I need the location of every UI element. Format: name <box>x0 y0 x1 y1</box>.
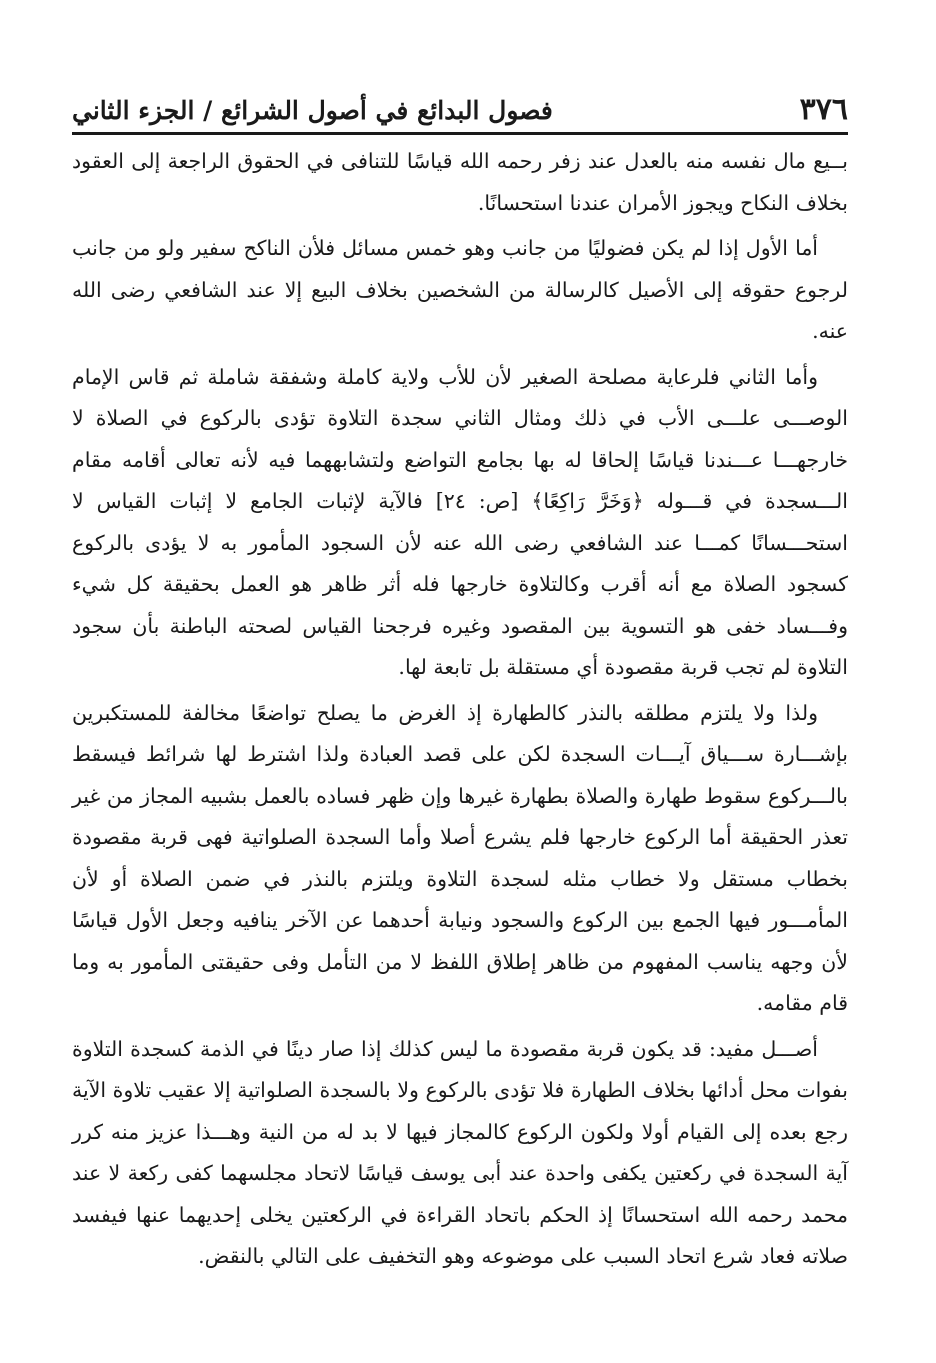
paragraph-second-case: وأما الثاني فلرعاية مصلحة الصغير لأن للأب ولاية كاملة وشفقة شاملة ثم قاس الإمام الوصـــى علـــى الأب في ذلك ومثال الثاني سجدة التلاوة تؤدى بالركوع في الصلاة لا خارجهـــا عـــندنا قياسًا إلحاقا له بها بجامع التواضع ولتشابههما فيه لأنه تعالى أقامه مقام الـــسجدة في قـــوله ﴿وَخَرَّ رَاكِعًا﴾ [ص: ٢٤] فالآية لإثبات الجامع لا إثبات القياس لا استحـــسانًا كمـــا عند الشافعي رضى الله عنه لأن السجود المأمور به لا يؤدى بالركوع كسجود الصلاة مع أنه أقرب وكالتلاوة خارجها فله أثر ظاهر هو العمل بحقيقة كل شيء وفـــساد خفى هو التسوية بين المقصود وغيره فرجحنا القياس لصحته الباطنة بأن سجود التلاوة لم تجب قربة مقصودة أي مستقلة بل تابعة لها. <box>72 364 848 679</box>
running-header <box>72 70 848 135</box>
paragraph-continuation: بــيع مال نفسه منه بالعدل عند زفر رحمه الله قياسًا للتنافى في الحقوق الراجعة إلى العقود بخلاف النكاح ويجوز الأمران عندنا استحسانًا. <box>72 149 848 215</box>
running-title: فصول البدائع في أصول الشرائع / الجزء الثاني <box>72 96 553 125</box>
paragraph-first-case: أما الأول إذا لم يكن فضوليًا من جانب وهو خمس مسائل فلأن الناكح سفير ولو من جانب لرجوع حقوقه إلى الأصيل كالرسالة من الشخصين بخلاف البيع إلا عند الشافعي رضى الله عنه. <box>72 236 848 343</box>
book-page <box>72 70 848 1278</box>
paragraph-useful-principle: أصـــل مفيد: قد يكون قربة مقصودة ما ليس كذلك إذا صار دينًا في الذمة كسجدة التلاوة بفوات محل أدائها بخلاف الطهارة فلا تؤدى بالركوع ولا بالسجدة الصلواتية إلا عقيب تلاوة الآية رجع بعده إلى القيام أولا ولكون الركوع كالمجاز فيها لا بد له من النية وهـــذا عزيز منه كرر آية السجدة في ركعتين يكفى واحدة عند أبى يوسف قياسًا لاتحاد مجلسهما كفى ركعة لا عند محمد رحمه الله استحسانًا إذ الحكم باتحاد القراءة في الركعتين يخلى إحديهما عنها فيفسد صلاته فعاد شرع اتحاد السبب على موضوعه وهو التخفيف على التالي بالنقض. <box>72 1036 848 1268</box>
page-number: ٣٧٦ <box>799 92 848 127</box>
paragraph-nadhr: ولذا ولا يلتزم مطلقه بالنذر كالطهارة إذ الغرض ما يصلح تواضعًا مخالفة للمستكبرين بإشـــارة ســـياق آيـــات السجدة لكن على قصد العبادة ولذا اشترط لها شرائط فيسقط بالـــركوع سقوط طهارة والصلاة بطهارة غيرها وإن ظهر فساده بالعمل بشبيه المجاز من غير تعذر الحقيقة أما الركوع خارجها فلم يشرع أصلا وأما السجدة الصلواتية فهى قربة مقصودة بخطاب مستقل ولا خطاب مثله لسجدة التلاوة ويلتزم بالنذر في ضمن الصلاة أو لأن المأمـــور فيها الجمع بين الركوع والسجود ونيابة أحدهما عن الآخر ينافيه وجعل الأول قياسًا لأن وجهه يناسب المفهوم من ظاهر إطلاق اللفظ لا من التأمل وفى حقيقتى المأمور به وما قام مقامه. <box>72 700 848 1015</box>
body-text <box>72 141 848 1278</box>
